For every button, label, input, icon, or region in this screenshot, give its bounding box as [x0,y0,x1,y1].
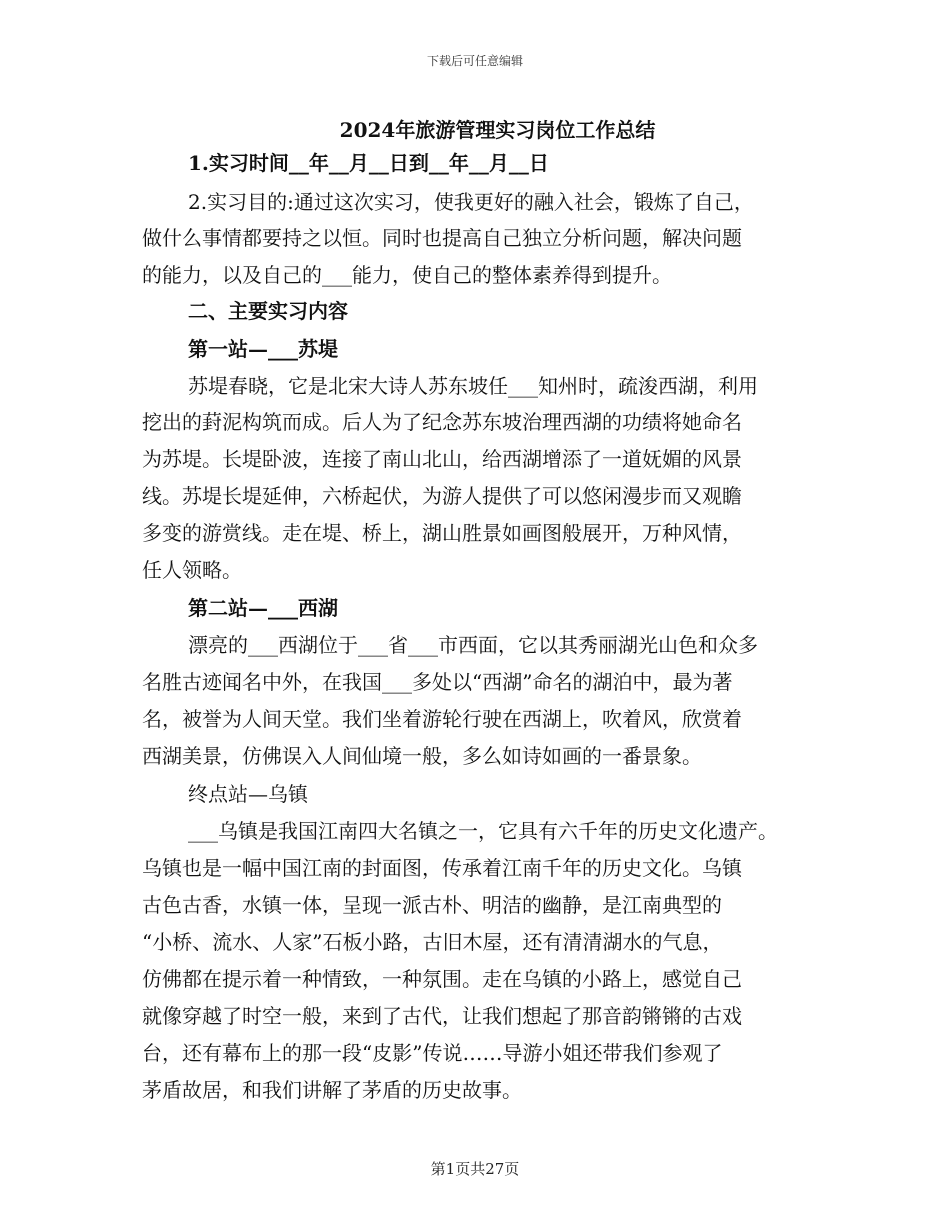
page-number: 第1页共27页 [430,1160,520,1178]
paragraph-line: 茅盾故居，和我们讲解了茅盾的历史故事。 [142,1078,522,1102]
paragraph-line: 多变的游赏线。走在堤、桥上，湖山胜景如画图般展开，万种风情， [142,521,742,545]
paragraph-line: 漂亮的___西湖位于___省___市西面，它以其秀丽湖光山色和众多 [188,633,758,657]
paragraph-line: 任人领略。 [142,558,242,582]
paragraph-line: 西湖美景，仿佛误入人间仙境一般，多么如诗如画的一番景象。 [142,744,702,768]
paragraph-line: ___乌镇是我国江南四大名镇之一，它具有六千年的历史文化遗产。 [188,819,778,843]
paragraph-line: “小桥、流水、人家”石板小路，古旧木屋，还有清清湖水的气息， [142,930,723,954]
paragraph-line: 的能力，以及自己的___能力，使自己的整体素养得到提升。 [142,263,672,287]
subsection-heading: 第二站—___西湖 [188,596,338,620]
paragraph-line: 就像穿越了时空一般，来到了古代，让我们想起了那音韵锵锵的古戏 [142,1004,742,1028]
paragraph-line: 名胜古迹闻名中外，在我国___多处以“西湖”命名的湖泊中，最为著 [142,670,733,694]
subsection-heading: 第一站—___苏堤 [188,337,338,361]
paragraph-line: 苏堤春晓，它是北宋大诗人苏东坡任___知州时，疏浚西湖，利用 [188,374,758,398]
paragraph-line: 名，被誉为人间天堂。我们坐着游轮行驶在西湖上，吹着风，欣赏着 [142,707,742,731]
section-heading: 二、主要实习内容 [188,299,348,323]
paragraph-line: 2.实习目的:通过这次实习，使我更好的融入社会，锻炼了自己， [188,190,754,214]
paragraph-line: 古色古香，水镇一体，呈现一派古朴、明洁的幽静，是江南典型的 [142,893,722,917]
paragraph-line: 做什么事情都要持之以恒。同时也提高自己独立分析问题，解决问题 [142,226,742,250]
document-title: 2024年旅游管理实习岗位工作总结 [339,118,656,142]
paragraph-line: 线。苏堤长堤延伸，六桥起伏，为游人提供了可以悠闲漫步而又观瞻 [142,484,742,508]
paragraph-line: 挖出的葑泥构筑而成。后人为了纪念苏东坡治理西湖的功绩将她命名 [142,410,742,434]
paragraph-line: 台，还有幕布上的那一段“皮影”传说……导游小姐还带我们参观了 [142,1041,723,1065]
subsection-heading: 终点站—乌镇 [188,782,308,806]
header-note: 下载后可任意编辑 [426,54,523,68]
paragraph-line: 为苏堤。长堤卧波，连接了南山北山，给西湖增添了一道妩媚的风景 [142,447,742,471]
paragraph-line: 仿佛都在提示着一种情致，一种氛围。走在乌镇的小路上，感觉自己 [142,967,742,991]
internship-time-line: 1.实习时间__年__月__日到__年__月__日 [188,151,549,175]
paragraph-line: 乌镇也是一幅中国江南的封面图，传承着江南千年的历史文化。乌镇 [142,856,742,880]
